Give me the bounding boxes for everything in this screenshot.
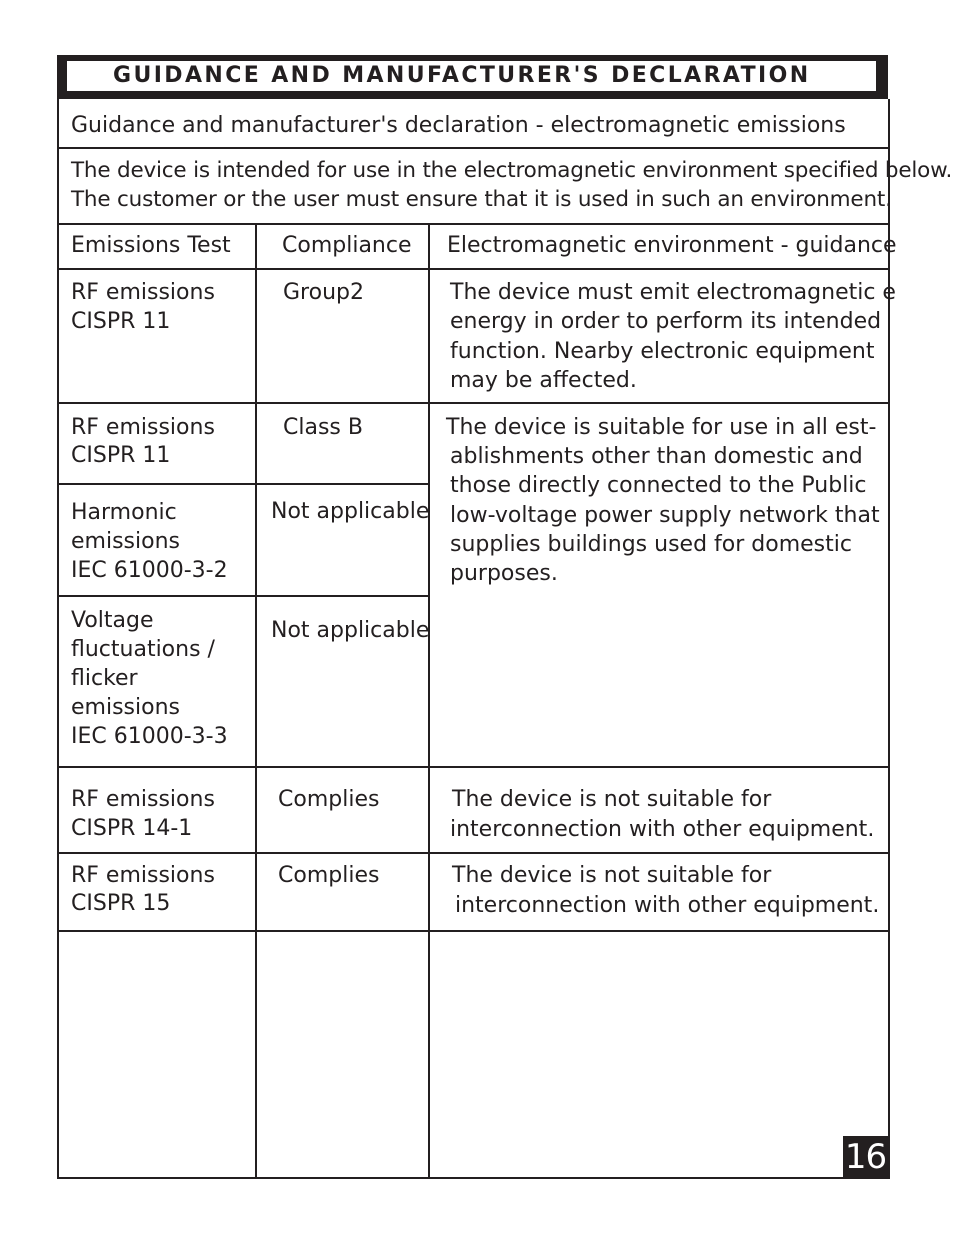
divider xyxy=(57,483,430,485)
intro-line-2: The customer or the user must ensure that it is used in such an environment. xyxy=(71,187,892,212)
title-bar xyxy=(57,55,888,99)
table-cell-compliance: Group2 xyxy=(283,280,364,305)
table-cell-test: Voltage xyxy=(71,608,154,633)
table-cell-test: emissions xyxy=(71,695,180,720)
column-header-guidance: Electromagnetic environment - guidance xyxy=(447,233,897,258)
table-cell-compliance: Complies xyxy=(278,863,380,888)
table-cell-test: RF emissions xyxy=(71,415,215,440)
table-cell-compliance: Complies xyxy=(278,787,380,812)
table-cell-test: fluctuations / xyxy=(71,637,215,662)
table-cell-compliance: Class B xyxy=(283,415,363,440)
table-cell-guidance: those directly connected to the Public xyxy=(450,473,867,498)
table-cell-guidance: interconnection with other equipment. xyxy=(455,893,880,918)
column-header-compliance: Compliance xyxy=(282,233,412,258)
table-cell-test: Harmonic xyxy=(71,500,177,525)
table-cell-test: RF emissions xyxy=(71,863,215,888)
table-cell-guidance: The device is not suitable for xyxy=(452,787,772,812)
divider xyxy=(57,930,888,932)
table-cell-guidance: supplies buildings used for domestic xyxy=(450,532,852,557)
table-cell-guidance: ablishments other than domestic and xyxy=(450,444,863,469)
table-cell-test: IEC 61000-3-3 xyxy=(71,724,228,749)
divider xyxy=(57,852,888,854)
table-cell-guidance: purposes. xyxy=(450,561,558,586)
table-cell-guidance: The device is not suitable for xyxy=(452,863,772,888)
divider xyxy=(57,402,888,404)
divider xyxy=(57,268,888,270)
page-number: 16 xyxy=(844,1137,887,1177)
table-cell-test: emissions xyxy=(71,529,180,554)
table-cell-guidance: interconnection with other equipment. xyxy=(450,817,875,842)
table-cell-compliance: Not applicable xyxy=(271,499,430,524)
table-cell-guidance: function. Nearby electronic equipment xyxy=(450,339,875,364)
column-divider xyxy=(428,223,430,1177)
table-cell-test: CISPR 14-1 xyxy=(71,816,193,841)
divider xyxy=(57,147,888,149)
table-cell-guidance: may be affected. xyxy=(450,368,637,393)
table-cell-test: CISPR 11 xyxy=(71,309,171,334)
table-cell-test: IEC 61000-3-2 xyxy=(71,558,228,583)
table-cell-test: CISPR 11 xyxy=(71,443,171,468)
title-box xyxy=(67,61,876,91)
intro-line-1: The device is intended for use in the electromagnetic environment specified below. xyxy=(71,158,953,183)
page-title: GUIDANCE AND MANUFACTURER'S DECLARATION xyxy=(113,63,811,88)
table-cell-test: CISPR 15 xyxy=(71,891,171,916)
table-cell-test: RF emissions xyxy=(71,787,215,812)
table-cell-compliance: Not applicable xyxy=(271,618,430,643)
table-subtitle: Guidance and manufacturer's declaration - electromagnetic emissions xyxy=(71,113,846,138)
divider xyxy=(57,766,888,768)
table-cell-guidance: The device must emit electromagnetic e xyxy=(450,280,896,305)
table-cell-test: RF emissions xyxy=(71,280,215,305)
divider xyxy=(57,595,430,597)
table-cell-test: flicker xyxy=(71,666,138,691)
column-header-test: Emissions Test xyxy=(71,233,231,258)
table-cell-guidance: low-voltage power supply network that xyxy=(450,503,880,528)
table-cell-guidance: energy in order to perform its intended xyxy=(450,309,882,334)
declaration-page xyxy=(57,55,953,1179)
divider xyxy=(57,223,888,225)
table-cell-guidance: The device is suitable for use in all est- xyxy=(446,415,877,440)
column-divider xyxy=(255,223,257,1177)
